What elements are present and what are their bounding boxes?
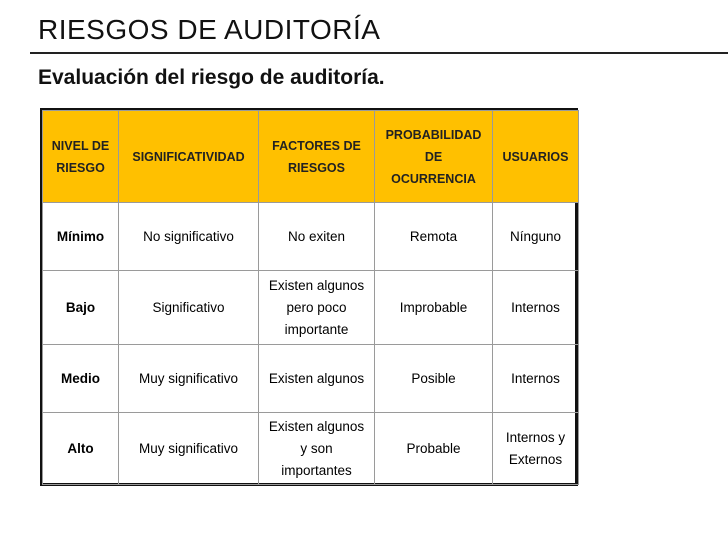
risk-evaluation-table bbox=[42, 110, 579, 485]
header-cell-probability: PROBABILIDAD DE OCURRENCIA bbox=[375, 111, 493, 203]
risk-table-frame bbox=[40, 108, 578, 486]
cell-users: Nínguno bbox=[493, 203, 579, 271]
table-row bbox=[43, 203, 579, 271]
title-divider bbox=[30, 52, 728, 54]
cell-risk-factors: Existen algunos pero poco importante bbox=[259, 271, 375, 345]
table-row bbox=[43, 413, 579, 485]
cell-significance: Muy significativo bbox=[119, 345, 259, 413]
header-cell-users: USUARIOS bbox=[493, 111, 579, 203]
header-cell-level: NIVEL DE RIESGO bbox=[43, 111, 119, 203]
header-cell-risk-factors: FACTORES DE RIESGOS bbox=[259, 111, 375, 203]
cell-significance: No significativo bbox=[119, 203, 259, 271]
cell-probability: Improbable bbox=[375, 271, 493, 345]
slide-title: RIESGOS DE AUDITORÍA bbox=[38, 14, 381, 45]
cell-users: Internos bbox=[493, 271, 579, 345]
cell-users: Internos bbox=[493, 345, 579, 413]
cell-probability: Remota bbox=[375, 203, 493, 271]
cell-significance: Significativo bbox=[119, 271, 259, 345]
table-header-row bbox=[43, 111, 579, 203]
cell-risk-factors: Existen algunos y son importantes bbox=[259, 413, 375, 485]
cell-risk-level: Bajo bbox=[43, 271, 119, 345]
cell-risk-level: Alto bbox=[43, 413, 119, 485]
cell-risk-factors: No exiten bbox=[259, 203, 375, 271]
cell-probability: Posible bbox=[375, 345, 493, 413]
table-row bbox=[43, 271, 579, 345]
cell-probability: Probable bbox=[375, 413, 493, 485]
slide-subtitle: Evaluación del riesgo de auditoría. bbox=[38, 66, 385, 89]
cell-risk-factors: Existen algunos bbox=[259, 345, 375, 413]
header-cell-significance: SIGNIFICATIVIDAD bbox=[119, 111, 259, 203]
cell-risk-level: Mínimo bbox=[43, 203, 119, 271]
cell-significance: Muy significativo bbox=[119, 413, 259, 485]
cell-users: Internos y Externos bbox=[493, 413, 579, 485]
table-row bbox=[43, 345, 579, 413]
cell-risk-level: Medio bbox=[43, 345, 119, 413]
